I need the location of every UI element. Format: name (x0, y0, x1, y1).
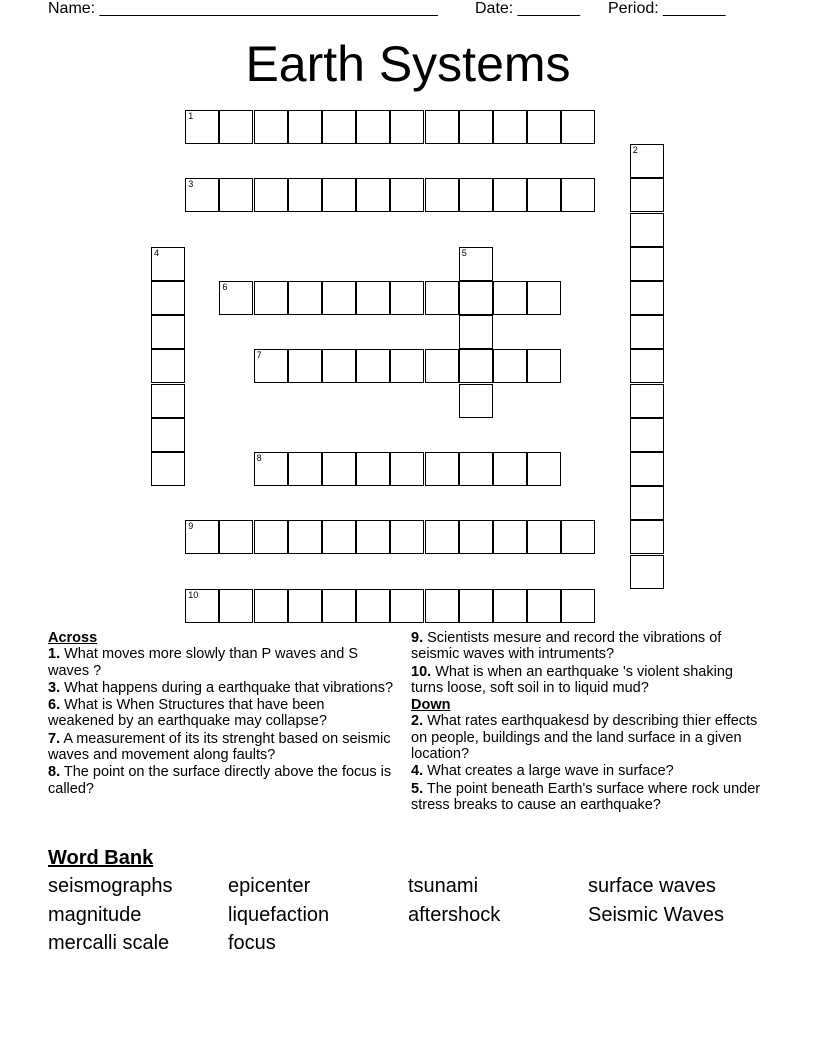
grid-cell[interactable] (288, 110, 322, 144)
grid-cell[interactable] (322, 281, 356, 315)
grid-cell[interactable] (151, 384, 185, 418)
grid-cell[interactable] (527, 452, 561, 486)
grid-cell[interactable] (254, 589, 288, 623)
clue-number: 9 (188, 521, 194, 532)
grid-cell[interactable] (630, 384, 664, 418)
grid-cell[interactable] (356, 452, 390, 486)
grid-cell[interactable] (151, 349, 185, 383)
clue-number: 5 (461, 247, 467, 258)
word-bank-item: seismographs (48, 875, 173, 897)
grid-cell[interactable] (459, 520, 493, 554)
word-bank-item: aftershock (408, 903, 501, 926)
grid-cell[interactable] (459, 281, 493, 315)
grid-cell[interactable] (356, 589, 390, 623)
grid-cell[interactable] (390, 520, 424, 554)
clue-across-3: 3. What happens during a earthquake that vibrations? (48, 679, 394, 696)
grid-cell[interactable] (630, 144, 664, 178)
grid-cell[interactable] (356, 349, 390, 383)
clue-number: 10 (188, 589, 199, 600)
grid-cell[interactable] (322, 452, 356, 486)
word-bank-item: mercalli scale (48, 932, 170, 954)
grid-cell[interactable] (493, 281, 527, 315)
grid-cell[interactable] (493, 589, 527, 623)
grid-cell[interactable] (356, 178, 390, 212)
grid-cell[interactable] (254, 281, 288, 315)
grid-cell[interactable] (219, 110, 253, 144)
grid-cell[interactable] (459, 315, 493, 349)
grid-cell[interactable] (630, 555, 664, 589)
word-bank (48, 873, 788, 959)
grid-cell[interactable] (493, 178, 527, 212)
grid-cell[interactable] (254, 110, 288, 144)
grid-cell[interactable] (390, 281, 424, 315)
name-field[interactable]: Name: ______________________________________ (48, 0, 438, 17)
grid-cell[interactable] (630, 213, 664, 247)
grid-cell[interactable] (459, 178, 493, 212)
grid-cell[interactable] (356, 110, 390, 144)
grid-cell[interactable] (151, 452, 185, 486)
grid-cell[interactable] (527, 110, 561, 144)
grid-cell[interactable] (425, 520, 459, 554)
grid-cell[interactable] (151, 315, 185, 349)
clue-number: 8 (256, 453, 262, 463)
grid-cell[interactable] (151, 281, 185, 315)
clue-number: 6 (222, 282, 228, 292)
grid-cell[interactable] (322, 520, 356, 554)
clues-left-column (48, 630, 393, 798)
grid-cell[interactable] (390, 349, 424, 383)
grid-cell[interactable] (254, 520, 288, 554)
grid-cell[interactable] (561, 589, 595, 623)
grid-cell[interactable] (459, 384, 493, 418)
grid-cell[interactable] (493, 520, 527, 554)
grid-cell[interactable] (561, 110, 595, 144)
word-bank-item: Seismic Waves (588, 903, 724, 926)
grid-cell[interactable] (390, 110, 424, 144)
word-bank-title: Word Bank (48, 847, 154, 869)
grid-cell[interactable] (254, 452, 288, 486)
across-heading: Across (48, 630, 98, 646)
grid-cell[interactable] (185, 589, 219, 623)
page-title: Earth Systems (245, 36, 571, 92)
grid-cell[interactable] (493, 110, 527, 144)
grid-cell[interactable] (254, 178, 288, 212)
grid-cell[interactable] (288, 589, 322, 623)
grid-cell[interactable] (425, 110, 459, 144)
clue-down-5: 5. The point beneath Earth's surface where rock under stress breaks to cause an earthquake? (411, 780, 761, 813)
clue-across-7: 7. A measurement of its its strenght based on seismic waves and movement along faults? (48, 730, 391, 764)
grid-cell[interactable] (219, 178, 253, 212)
grid-cell[interactable] (630, 315, 664, 349)
grid-cell[interactable] (322, 110, 356, 144)
grid-cell[interactable] (561, 178, 595, 212)
grid-cell[interactable] (390, 452, 424, 486)
clue-number: 4 (154, 247, 160, 258)
grid-cell[interactable] (630, 349, 664, 383)
word-bank-item: surface waves (588, 875, 716, 897)
grid-cell[interactable] (185, 178, 219, 212)
clue-number: 3 (188, 179, 194, 190)
clue-across-10: 10. What is when an earthquake 's violent shaking turns loose, soft soil in to liquid mud? (411, 663, 733, 696)
clue-number: 2 (632, 145, 638, 156)
grid-cell[interactable] (630, 486, 664, 520)
grid-cell[interactable] (219, 589, 253, 623)
grid-cell[interactable] (356, 281, 390, 315)
word-bank-item: epicenter (228, 875, 311, 897)
grid-cell[interactable] (151, 247, 185, 281)
grid-cell[interactable] (630, 178, 664, 212)
grid-cell[interactable] (630, 452, 664, 486)
grid-cell[interactable] (459, 589, 493, 623)
grid-cell[interactable] (185, 110, 219, 144)
grid-cell[interactable] (322, 589, 356, 623)
grid-cell[interactable] (527, 178, 561, 212)
word-bank-item: liquefaction (228, 903, 330, 926)
clue-down-4: 4. What creates a large wave in surface? (411, 763, 674, 780)
grid-cell[interactable] (630, 247, 664, 281)
date-field[interactable]: Date: _______ (475, 0, 580, 17)
grid-cell[interactable] (185, 520, 219, 554)
clue-across-9: 9. Scientists mesure and record the vibrations of seismic waves with intruments? (411, 630, 722, 663)
clues-right-column (411, 630, 766, 814)
grid-cell[interactable] (527, 281, 561, 315)
grid-cell[interactable] (390, 589, 424, 623)
grid-cell[interactable] (425, 452, 459, 486)
grid-cell[interactable] (356, 520, 390, 554)
grid-cell[interactable] (459, 452, 493, 486)
down-heading: Down (411, 697, 451, 714)
grid-cell[interactable] (288, 349, 322, 383)
word-bank-item: focus (228, 932, 276, 954)
grid-cell[interactable] (425, 281, 459, 315)
grid-cell[interactable] (288, 452, 322, 486)
clue-across-1: 1. What moves more slowly than P waves and S waves ? (48, 646, 359, 679)
grid-cell[interactable] (459, 110, 493, 144)
grid-cell[interactable] (151, 418, 185, 452)
grid-cell[interactable] (459, 349, 493, 383)
grid-cell[interactable] (425, 589, 459, 623)
grid-cell[interactable] (219, 520, 253, 554)
clue-down-2: 2. What rates earthquakesd by describing thier effects on people, buildings and the land surface in a given location? (411, 713, 758, 763)
word-bank-item: magnitude (48, 903, 142, 926)
clue-across-6: 6. What is When Structures that have been weakened by an earthquake may collapse? (48, 697, 327, 730)
grid-cell[interactable] (527, 589, 561, 623)
grid-cell[interactable] (527, 520, 561, 554)
grid-cell[interactable] (527, 349, 561, 383)
period-field[interactable]: Period: _______ (608, 0, 726, 17)
grid-cell[interactable] (630, 520, 664, 554)
grid-cell[interactable] (493, 349, 527, 383)
clue-number: 7 (256, 350, 262, 361)
grid-cell[interactable] (288, 178, 322, 212)
grid-cell[interactable] (288, 520, 322, 554)
word-bank-item: tsunami (408, 875, 479, 897)
grid-cell[interactable] (322, 349, 356, 383)
clue-number: 1 (188, 111, 194, 121)
grid-cell[interactable] (390, 178, 424, 212)
grid-cell[interactable] (630, 418, 664, 452)
grid-cell[interactable] (254, 349, 288, 383)
grid-cell[interactable] (459, 247, 493, 281)
grid-cell[interactable] (425, 178, 459, 212)
grid-cell[interactable] (493, 452, 527, 486)
grid-cell[interactable] (561, 520, 595, 554)
grid-cell[interactable] (322, 178, 356, 212)
grid-cell[interactable] (425, 349, 459, 383)
clue-across-8: 8. The point on the surface directly above the focus is called? (48, 764, 392, 797)
grid-cell[interactable] (288, 281, 322, 315)
grid-cell[interactable] (630, 281, 664, 315)
grid-cell[interactable] (219, 281, 253, 315)
